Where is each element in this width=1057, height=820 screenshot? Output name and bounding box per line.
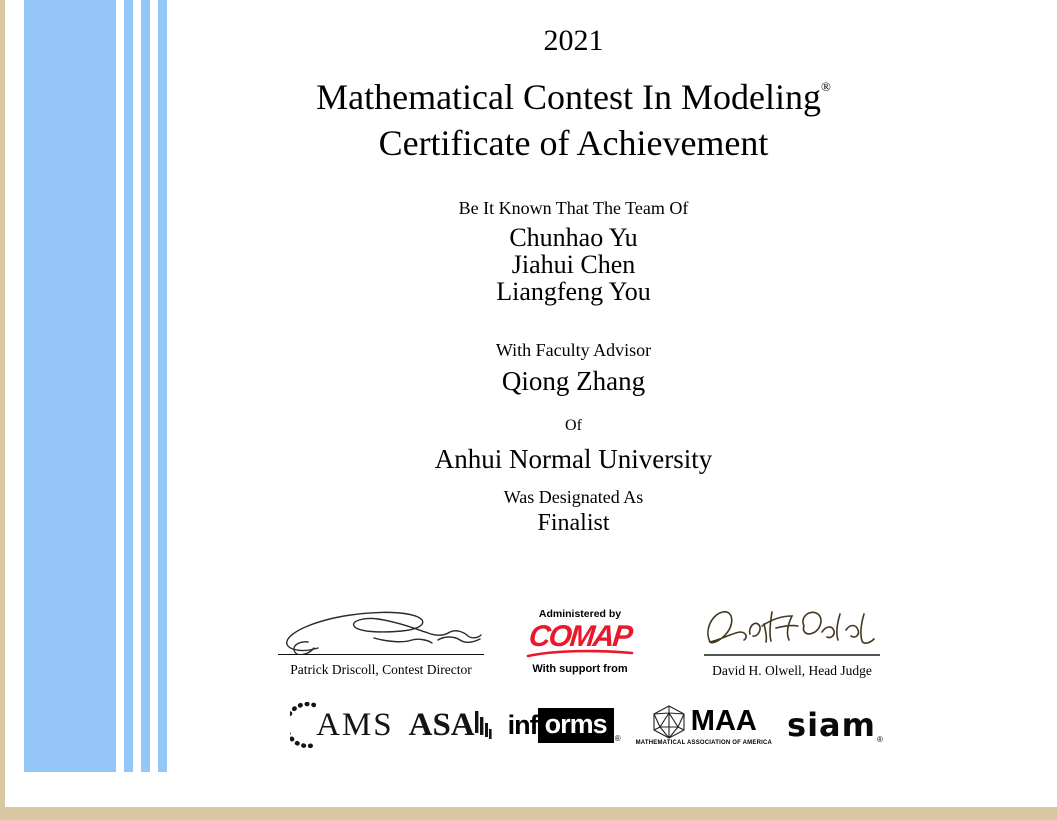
designation-result: Finalist xyxy=(537,510,610,536)
maa-logo-text: MAA xyxy=(690,705,757,737)
informs-boxed-text: orms xyxy=(538,708,614,743)
designation-intro-label: Was Designated As xyxy=(503,487,644,507)
siam-registered-mark: ® xyxy=(876,735,883,744)
director-caption: Patrick Driscoll, Contest Director xyxy=(290,662,472,677)
siam-logo xyxy=(787,706,883,744)
ams-logo xyxy=(290,702,394,748)
judge-signature-icon xyxy=(704,600,880,654)
team-members-list xyxy=(90,224,1057,305)
team-member-2: Jiahui Chen xyxy=(511,250,636,279)
team-member-3: Liangfeng You xyxy=(496,277,651,306)
asa-bars-icon xyxy=(475,705,493,745)
comap-logo xyxy=(513,622,647,658)
judge-caption: David H. Olwell, Head Judge xyxy=(712,663,872,678)
advisor-intro-label: With Faculty Advisor xyxy=(495,340,652,360)
certificate-subtitle: Certificate of Achievement xyxy=(378,123,769,163)
ams-arc-icon xyxy=(290,702,316,748)
administered-by-label: Administered by xyxy=(538,608,622,620)
tan-edge-bottom xyxy=(0,807,1057,820)
maa-caption-text: MATHEMATICAL ASSOCIATION OF AMERICA xyxy=(635,739,773,746)
director-signature-icon xyxy=(278,598,484,654)
siam-logo-text: siam xyxy=(787,706,876,744)
judge-signature-line xyxy=(704,654,880,656)
maa-logo-top xyxy=(651,705,757,739)
advisor-name: Qiong Zhang xyxy=(501,366,646,396)
signature-block-judge xyxy=(704,600,880,679)
signature-block-director xyxy=(278,598,484,678)
administered-by-block xyxy=(513,608,647,675)
informs-logo xyxy=(508,708,621,743)
tan-edge-left xyxy=(0,0,5,820)
team-intro-label: Be It Known That The Team Of xyxy=(458,198,689,218)
maa-icosahedron-icon xyxy=(651,705,687,739)
certificate-body xyxy=(90,0,1057,600)
asa-logo xyxy=(409,705,493,745)
contest-title xyxy=(90,76,1057,118)
informs-registered-mark: ® xyxy=(614,733,621,743)
registered-mark: ® xyxy=(821,79,831,94)
sponsor-logos-row xyxy=(116,699,1057,751)
contest-title-text: Mathematical Contest In Modeling xyxy=(316,77,821,117)
ams-logo-text: AMS xyxy=(316,706,394,743)
informs-prefix-text: inf xyxy=(507,709,538,740)
support-from-label: With support from xyxy=(532,663,628,675)
asa-logo-text: ASA xyxy=(408,706,475,743)
maa-logo xyxy=(636,705,772,746)
contest-year: 2021 xyxy=(543,24,604,57)
team-member-1: Chunhao Yu xyxy=(509,223,638,252)
of-label: Of xyxy=(565,417,582,434)
director-signature-line xyxy=(278,654,484,655)
comap-logo-text: COMAP xyxy=(527,620,633,653)
institution-name: Anhui Normal University xyxy=(434,444,713,474)
